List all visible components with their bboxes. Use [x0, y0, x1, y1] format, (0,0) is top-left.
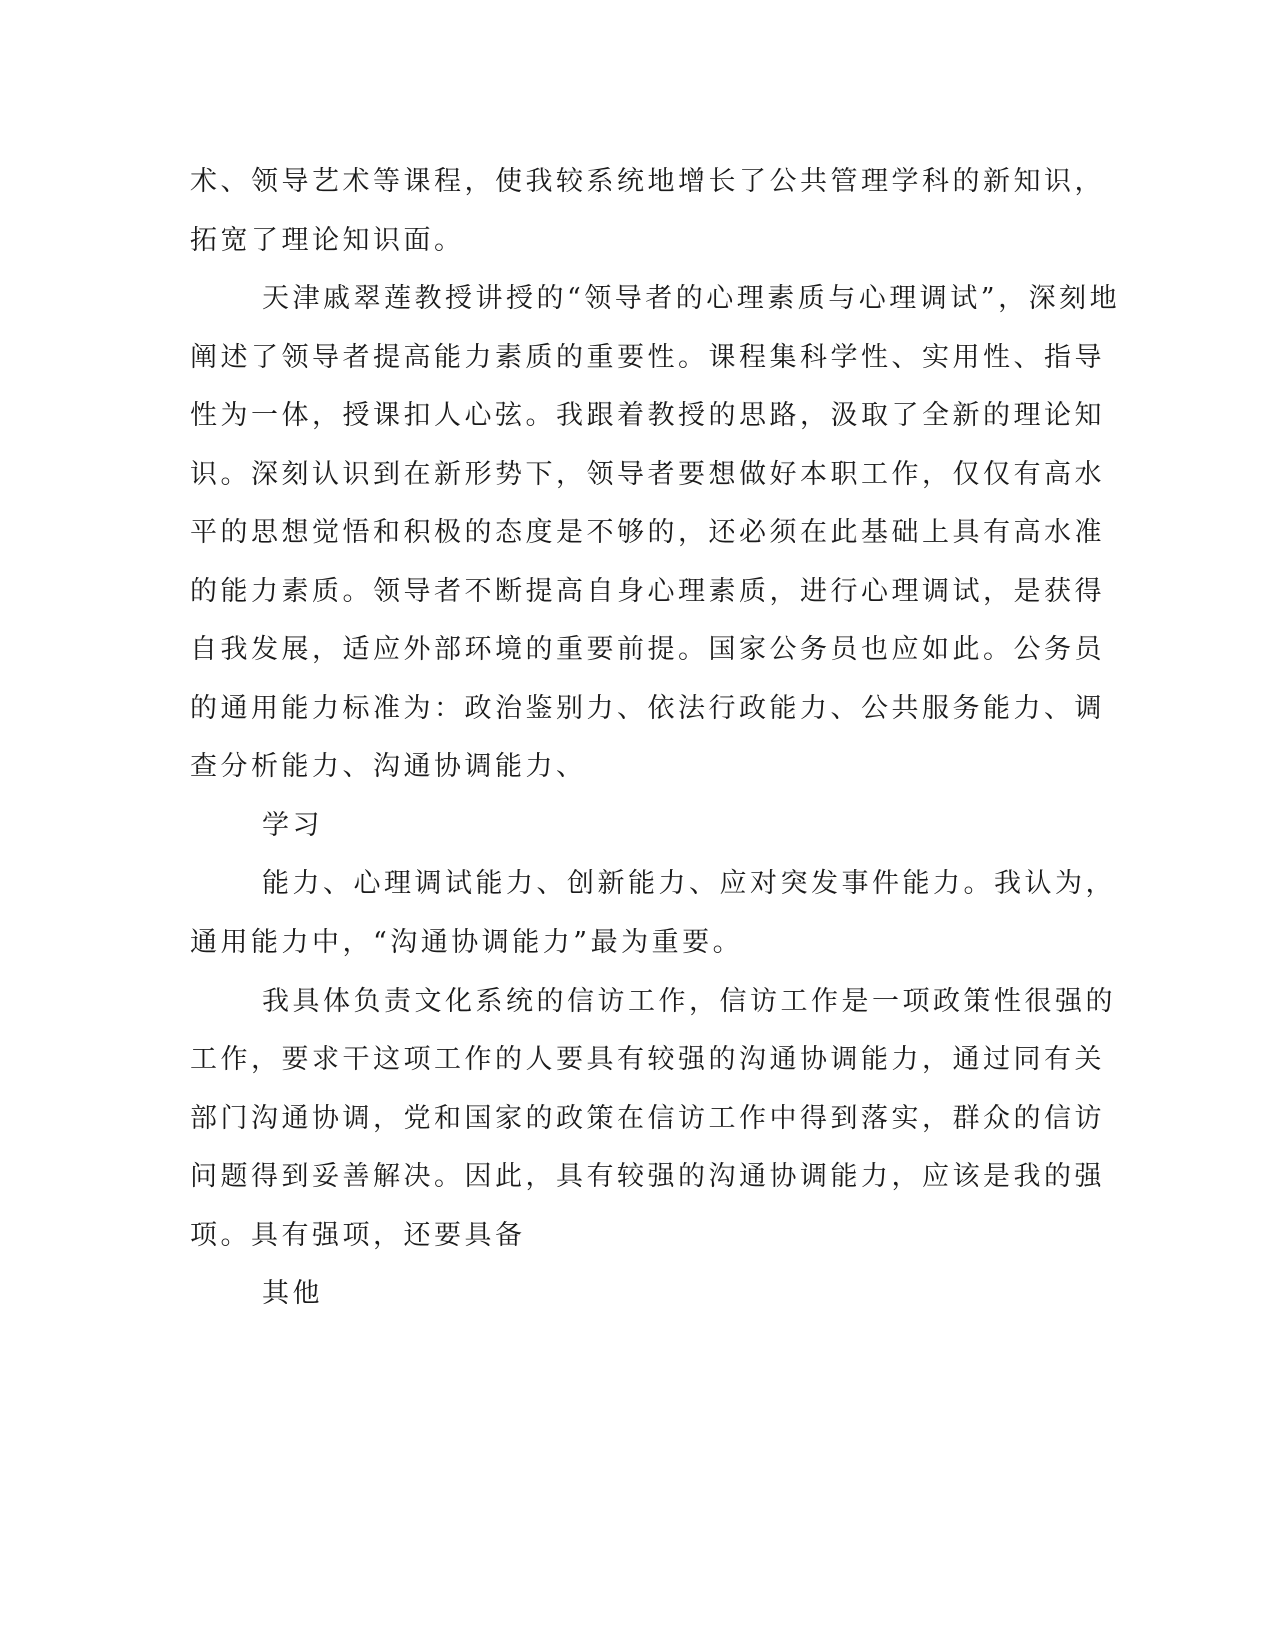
- text-line-6: 识。深刻认识到在新形势下，领导者要想做好本职工作，仅仅有高水: [190, 459, 1105, 490]
- text-line-2: 拓宽了理论知识面。: [190, 225, 465, 256]
- text-line-7: 平的思想觉悟和积极的态度是不够的，还必须在此基础上具有高水准: [190, 517, 1105, 548]
- text-line-17: 部门沟通协调，党和国家的政策在信访工作中得到落实，群众的信访: [190, 1103, 1105, 1134]
- text-line-5: 性为一体，授课扣人心弦。我跟着教授的思路，汲取了全新的理论知: [190, 400, 1105, 431]
- text-line-4: 阐述了领导者提高能力素质的重要性。课程集科学性、实用性、指导: [190, 342, 1105, 373]
- text-line-11: 查分析能力、沟通协调能力、: [190, 751, 587, 782]
- paragraph-start-line: 能力、心理调试能力、创新能力、应对突发事件能力。我认为，: [262, 868, 1116, 899]
- text-line-1: 术、领导艺术等课程，使我较系统地增长了公共管理学科的新知识，: [190, 166, 1105, 197]
- text-line-9: 自我发展，适应外部环境的重要前提。国家公务员也应如此。公务员: [190, 634, 1105, 665]
- text-line-19: 项。具有强项，还要具备: [190, 1220, 526, 1251]
- text-line-8: 的能力素质。领导者不断提高自身心理素质，进行心理调试，是获得: [190, 576, 1105, 607]
- paragraph-start-line: 学习: [262, 810, 323, 841]
- paragraph-start-line: 天津戚翠莲教授讲授的“领导者的心理素质与心理调试”，深刻地: [262, 283, 1121, 314]
- text-line-14: 通用能力中，“沟通协调能力”最为重要。: [190, 927, 744, 958]
- text-line-10: 的通用能力标准为：政治鉴别力、依法行政能力、公共服务能力、调: [190, 693, 1105, 724]
- text-line-16: 工作，要求干这项工作的人要具有较强的沟通协调能力，通过同有关: [190, 1044, 1105, 1075]
- text-line-18: 问题得到妥善解决。因此，具有较强的沟通协调能力，应该是我的强: [190, 1161, 1105, 1192]
- paragraph-start-line: 其他: [262, 1278, 323, 1309]
- paragraph-start-line: 我具体负责文化系统的信访工作，信访工作是一项政策性很强的: [262, 986, 1116, 1017]
